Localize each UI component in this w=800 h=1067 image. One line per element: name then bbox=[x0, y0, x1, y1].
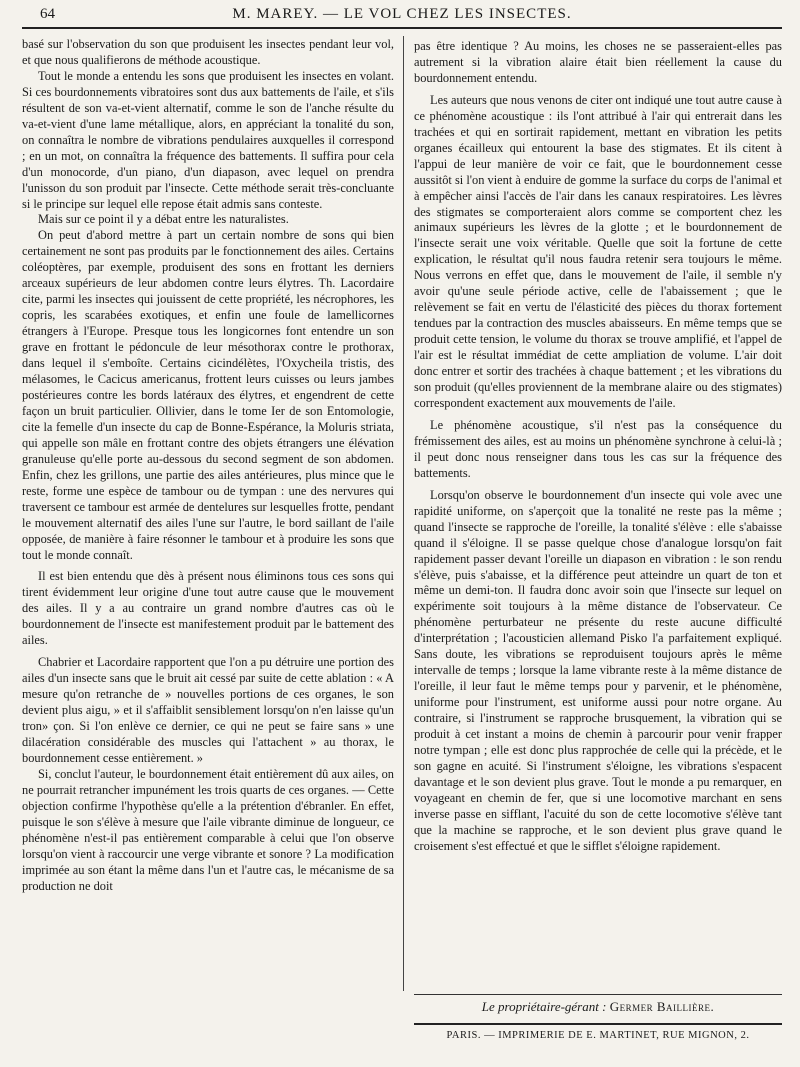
paragraph: Si, conclut l'auteur, le bourdonnement était entièrement dû aux ailes, on ne pourrait retrancher impunément les trois quarts de ces organes. — Cette objection confirme l'hypothèse qu'elle a la prétention d'ébranler. En effet, puisque le son s'élève à mesure que l'aile vibrante diminue de longueur, ce phénomène n'est-il pas entièrement comparable à celui que l'on observe lorsqu'on vient à raccourcir une verge vibrante et sonore ? La modification imprimée au son étant la même dans l'un et l'autre cas, le mécanisme de sa production ne doit bbox=[22, 766, 394, 893]
footer-rule-double bbox=[414, 1023, 782, 1025]
right-column bbox=[414, 39, 782, 855]
running-title: M. MAREY. — LE VOL CHEZ LES INSECTES. bbox=[232, 6, 572, 22]
paragraph: pas être identique ? Au moins, les choses ne se passeraient-elles pas autrement si la vibration alaire était bien réellement la cause du bourdonnement entendu. bbox=[414, 39, 782, 85]
paragraph: Lorsqu'on observe le bourdonnement d'un insecte qui vole avec une rapidité uniforme, on s'aperçoit que la tonalité ne reste pas la même ; quand l'insecte se rapproche de l'oreille, la tonalité s'élève : elle s'abaisse quand il s'éloigne. Il se passe quelque chose d'analogue lorsqu'on fait rapidement passer devant l'oreille un diapason en vibration : le son rendu s'élève, puis s'abaisse, et la différence peut atteindre un quart de ton et même un demi-ton. Il faudra donc avoir soin que l'insecte sur lequel on expérimente soit toujours à la même distance de l'observateur. Ce phénomène perturbateur ne présente du reste aucune difficulté d'interprétation ; l'acousticien allemand Pisko l'a parfaitement expliqué. Sans doute, les vibrations se reproduisent toujours après le même intervalle de temps ; lorsque la lame vibrante reste à la même distance de l'oreille, il leur faut le même temps pour y parvenir, et le phénomène, uniforme pour l'instrument, est uniforme aussi pour notre organe. Au contraire, si l'instrument se rapproche brusquement, la vibration qui se produit à cet instant a moins de chemin à parcourir pour venir frapper notre tympan ; elle est donc plus rapprochée de celle qui la précède, et le son gagne en acuité. Si l'instrument s'éloigne, les vibrations s'espacent davantage et le son devient plus grave. Tout le monde a pu remarquer, en voyageant en chemin de fer, que si une locomotive marchant en sens inverse passe en sifflant, l'acuité du son de cette locomotive s'élève tant que la machine se rapproche, et le son devient plus grave quand le croisement s'est effectué et que le sifflet s'éloigne rapidement. bbox=[414, 487, 782, 853]
paragraph: Les auteurs que nous venons de citer ont indiqué une tout autre cause à ce phénomène acoustique : ils l'ont attribué à l'air qui entrerait dans les trachées et qui en sortirait rapidement, mettant en vibration les petits organes écailleux qui entourent la base des stigmates. Et ils citent à l'appui de leur manière de voir ce fait, que le bourdonnement cesse aussitôt si l'on vient à enduire de gomme la surface du corps de l'animal et à empêcher ainsi l'accès de l'air dans les canaux respiratoires. Les lèvres des stigmates se comporteraient alors comme se comportent chez les animaux supérieurs les lèvres de la glotte ; et le bourdonnement de l'insecte serait une voix véritable. Quelle que soit la fortune de cette explication, le résultat qu'il nous faudra retenir sera toujours le même. Nous verrons en effet que, dans le mouvement de l'aile, il semble n'y avoir qu'une seule période active, celle de l'abaissement ; que le relèvement se fait en vertu de l'élasticité des pièces du thorax fortement tendues par la contraction des muscles abaisseurs. En même temps que se produit cette tension, le volume du thorax se trouve amplifié, et l'appel de l'air est le résultat immédiat de cette ampliation de volume. L'air doit donc entrer et sortir des trachées à chaque battement ; et les vibrations du son produit (qu'elles proviennent de la membrane alaire ou des stigmates) correspondent exactement aux mouvements de l'aile. bbox=[414, 92, 782, 410]
left-column bbox=[22, 37, 394, 895]
owner-line bbox=[414, 999, 782, 1015]
printer-imprint: PARIS. — IMPRIMERIE DE E. MARTINET, RUE MIGNON, 2. bbox=[446, 1030, 750, 1041]
page-header bbox=[22, 4, 782, 26]
owner-name: Germer Baillière. bbox=[609, 999, 715, 1014]
paragraph: Il est bien entendu que dès à présent nous éliminons tous ces sons qui tirent évidemment leur origine d'une tout autre cause que le mouvement des ailes. Il y a au contraire un grand nombre d'autres cas où le bourdonnement de l'insecte est manifestement produit par le battement des ailes. bbox=[22, 569, 394, 648]
paragraph: On peut d'abord mettre à part un certain nombre de sons qui bien certainement ne sont pas produits par le fonctionnement des ailes. Certains coléoptères, par exemple, produisent des sons en frottant les derniers arceaux supérieurs de leur abdomen contre leurs élytres. Th. Lacordaire cite, parmi les insectes qui jouissent de cette propriété, les nécrophores, les copris, les scarabées exotiques, et enfin une foule de lamellicornes étrangers à l'Europe. Presque tous les longicornes font entendre un son grave en frottant le pédoncule de leur mésothorax contre le prothorax, dans lequel il s'emboîte. Certains cicindélètes, l'Oxycheila tristis, des mélasomes, le Cacicus americanus, frottent leurs cuisses ou leurs jambes postérieures contre les bords latéraux des élytres, et engendrent de cette façon un bruit particulier. Ollivier, dans le tome Ier de son Entomologie, cite la femelle d'un insecte du cap de Bonne-Espérance, la Moluris striata, qui appelle son mâle en frottant contre des objets étrangers une élévation granuleuse qu'elle porte au-dessous du second segment de son abdomen. Enfin, chez les grillons, une partie des ailes antérieures, plus mince que le reste, forme une espèce de tambour ou de tympan : une des nervures qui traversent ce tambour est armée de dentelures sur lesquelles frotte, pendant le mouvement alternatif des ailes l'une sur l'autre, le bord saillant de l'aile opposée, de manière à faire résonner le tambour et à produire les sons que tout le monde connaît. bbox=[22, 228, 394, 562]
header-rule bbox=[22, 27, 782, 29]
page-number: 64 bbox=[40, 6, 55, 22]
paragraph: Tout le monde a entendu les sons que produisent les insectes en volant. Si ces bourdonnements vibratoires sont dus aux battements de l'aile, et s'ils résultent de son va-et-vient alternatif, comme le son de l'anche résulte du va-et-vient d'une lame métallique, alors, en appréciant la tonalité du son, on connaîtra le nombre de vibrations pendulaires auxquelles il correspond ; en un mot, on connaîtra la fréquence des battements. Il suffira pour cela d'un monocorde, d'un piano, d'un diapason, avec lequel on prendra l'unisson du son produit par l'insecte. Cette méthode serait très-concluante si le principe sur lequel elle repose était admis sans conteste. bbox=[22, 68, 394, 211]
owner-label: Le propriétaire-gérant : bbox=[481, 999, 607, 1014]
column-divider bbox=[403, 36, 404, 991]
document-page bbox=[22, 0, 782, 1067]
footer-rule bbox=[414, 994, 782, 995]
paragraph: Chabrier et Lacordaire rapportent que l'on a pu détruire une portion des ailes d'un insecte sans que le bruit ait cessé par suite de cette ablation : « A mesure qu'on retranche de » nouvelles portions de ces organes, le son devient plus aigu, » et il s'affaiblit sensiblement lorsqu'on n'en laisse qu'un tron» çon. Si l'on enlève ce dernier, ce qui ne peut se faire sans » une dilacération considérable des muscles qui l'attachent » au thorax, le bourdonnement cesse entièrement. » bbox=[22, 655, 394, 765]
paragraph: Le phénomène acoustique, s'il n'est pas la conséquence du frémissement des ailes, est au moins un phénomène synchrone à celui-là ; il peut donc nous renseigner dans tous les cas sur la fréquence des battements. bbox=[414, 417, 782, 480]
paragraph: basé sur l'observation du son que produisent les insectes pendant leur vol, et que nous qualifierons de méthode acoustique. bbox=[22, 37, 394, 67]
paragraph: Mais sur ce point il y a débat entre les naturalistes. bbox=[38, 212, 289, 227]
